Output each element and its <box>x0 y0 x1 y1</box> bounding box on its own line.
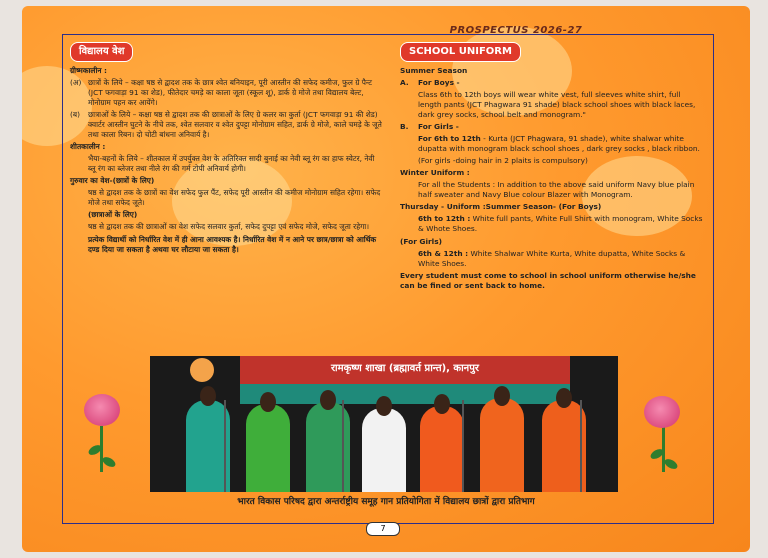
winter-title-hi: शीतकालीन : <box>70 142 106 152</box>
item-label: A. <box>400 77 409 87</box>
group-song-photo <box>150 356 618 492</box>
girls-note-en: (For girls -doing hair in 2 plaits is compulsory) <box>418 156 588 166</box>
thursday-title-hi: गुरुवार का वेश-(छात्रों के लिए) <box>70 176 155 186</box>
girls-thursday-lead-en: 6th & 12th : <box>418 248 469 258</box>
girls-text-en: - Kurta (JCT Phagwara, 91 shade), white shalwar white dupatta with monogram black school shoes , dark grey socks , black ribbon. <box>418 133 700 154</box>
thursday-title-en: Thursday - Uniform :Summer Season- (For Boys) <box>400 202 602 212</box>
boys-text-en: Class 6th to 12th boys will wear white vest, full sleeves white shirt, full length pants (JCT Phagwara 91 shade) black school shoes with black laces, dark grey socks, school belt and monogram." <box>418 89 696 119</box>
singer <box>480 398 524 492</box>
thursday-text-en: White full pants, White Full Shirt with monogram, White Socks & Whote Shoes. <box>418 214 703 234</box>
item-label: B. <box>400 121 409 131</box>
flower-decor-icon <box>190 358 214 382</box>
rule-text-en: Every student must come to school in school uniform otherwise he/she can be fined or sent back to home. <box>400 270 696 290</box>
hindi-uniform-section <box>70 42 383 257</box>
boys-title-en: For Boys - <box>418 77 460 87</box>
girls-title-hi: (छात्राओं के लिए) <box>88 210 138 220</box>
photo-caption: भारत विकास परिषद द्वारा अन्तर्राष्ट्रीय समूह गान प्रतियोगिता में विद्यालय छात्रों द्वारा प्रतिभाग <box>237 497 535 507</box>
singer <box>420 406 464 492</box>
summer-title-hi: ग्रीष्मकालीन : <box>70 65 107 75</box>
girls-title-en: For Girls - <box>418 121 459 131</box>
page-number: 7 <box>366 522 400 536</box>
prospectus-page <box>22 6 750 552</box>
photo-banner <box>240 356 570 384</box>
photo-banner-strip <box>240 384 570 404</box>
winter-text-en: For all the Students : In addition to the above said uniform Navy blue plain half sweater and Navy Blue colour Blazer with Monogram. <box>418 180 695 200</box>
girls-summer-text-hi: छात्राओं के लिये – कक्षा षष्ठ से द्वादश तक की छात्राओं के लिए ग्रे कलर का कुर्ता (JCT फगवाड़ा 91 की शेड) क्वार्टर आस्तीन घुटने के नीचे तक, श्वेत सलवार व श्वेत दुपट्टा मोनोग्राम सहित, डार्क ग्रे मोजे, काले चमड़े के जूते तथा काला रिबन। दो चोटी बांधना अनिवार्य है। <box>88 109 382 139</box>
item-label: (ब) <box>70 109 80 119</box>
item-label: (अ) <box>70 77 82 87</box>
girls-thursday-title-en: (For Girls) <box>400 236 442 246</box>
english-heading: SCHOOL UNIFORM <box>400 42 521 62</box>
girls-thursday-text-en: White Shalwar White Kurta, White dupatta, White Socks & White Shoes. <box>418 248 686 268</box>
winter-title-en: Winter Uniform : <box>400 168 470 178</box>
photo-banner-text: रामकृष्ण शाखा (ब्रह्मावर्त प्रान्त), कानपुर <box>330 363 480 374</box>
rule-text-hi: प्रत्येक विद्यार्थी को निर्धारित वेश में ही आना आवश्यक है। निर्धारित वेश में न आने पर छात्र/छात्रा को आर्थिक दण्ड दिया जा सकता है अथवा घर लौटाया जा सकता है। <box>88 234 377 254</box>
singer <box>362 408 406 492</box>
singer <box>246 404 290 492</box>
thursday-text-hi: षष्ठ से द्वादश तक के छात्रों का वेश सफेद फुल पैंट, सफेद पूरी आस्तीन की कमीज मोनोग्राम सहित रहेगा। सफेद मोजे तथा सफेद जूते। <box>88 188 381 208</box>
girls-lead-en: For 6th to 12th <box>418 133 481 143</box>
winter-text-hi: भैया-बहनों के लिये – शीतकाल में उपर्युक्त वेश के अतिरिक्त सादी बुनाई का नेवी ब्लू रंग का हाफ स्वेटर, नेवी ब्लू रंग का ब्लेजर तथा नीले रंग की गर्म टोपी अनिवार्य होगी। <box>88 154 375 174</box>
english-uniform-section <box>400 42 706 293</box>
summer-title-en: Summer Season <box>400 65 468 75</box>
girls-text-hi: षष्ठ से द्वादश तक की छात्राओं का वेश सफेद सलवार कुर्ता, सफेद दुपट्टा एवं सफेद मोजे, सफेद जूता रहेगा। <box>88 222 369 232</box>
prospectus-title: PROSPECTUS 2026-27 <box>449 25 583 36</box>
thursday-lead-en: 6th to 12th : <box>418 214 471 224</box>
boys-summer-text-hi: छात्रों के लिये – कक्षा षष्ठ से द्वादश तक के छात्र श्वेत बनियाइन, पूरी आस्तीन की सफेद कमीज, फुल ग्रे पैन्ट (JCT फगवाड़ा 91 का शेड), फीतेदार चमड़े का काला जूता (स्कूल शू), डार्क ग्रे मोजे तथा विद्यालय बेल्ट, मोनोग्राम पहन कर आयेंगे। <box>88 77 372 107</box>
hindi-heading: विद्यालय वेश <box>70 42 133 62</box>
